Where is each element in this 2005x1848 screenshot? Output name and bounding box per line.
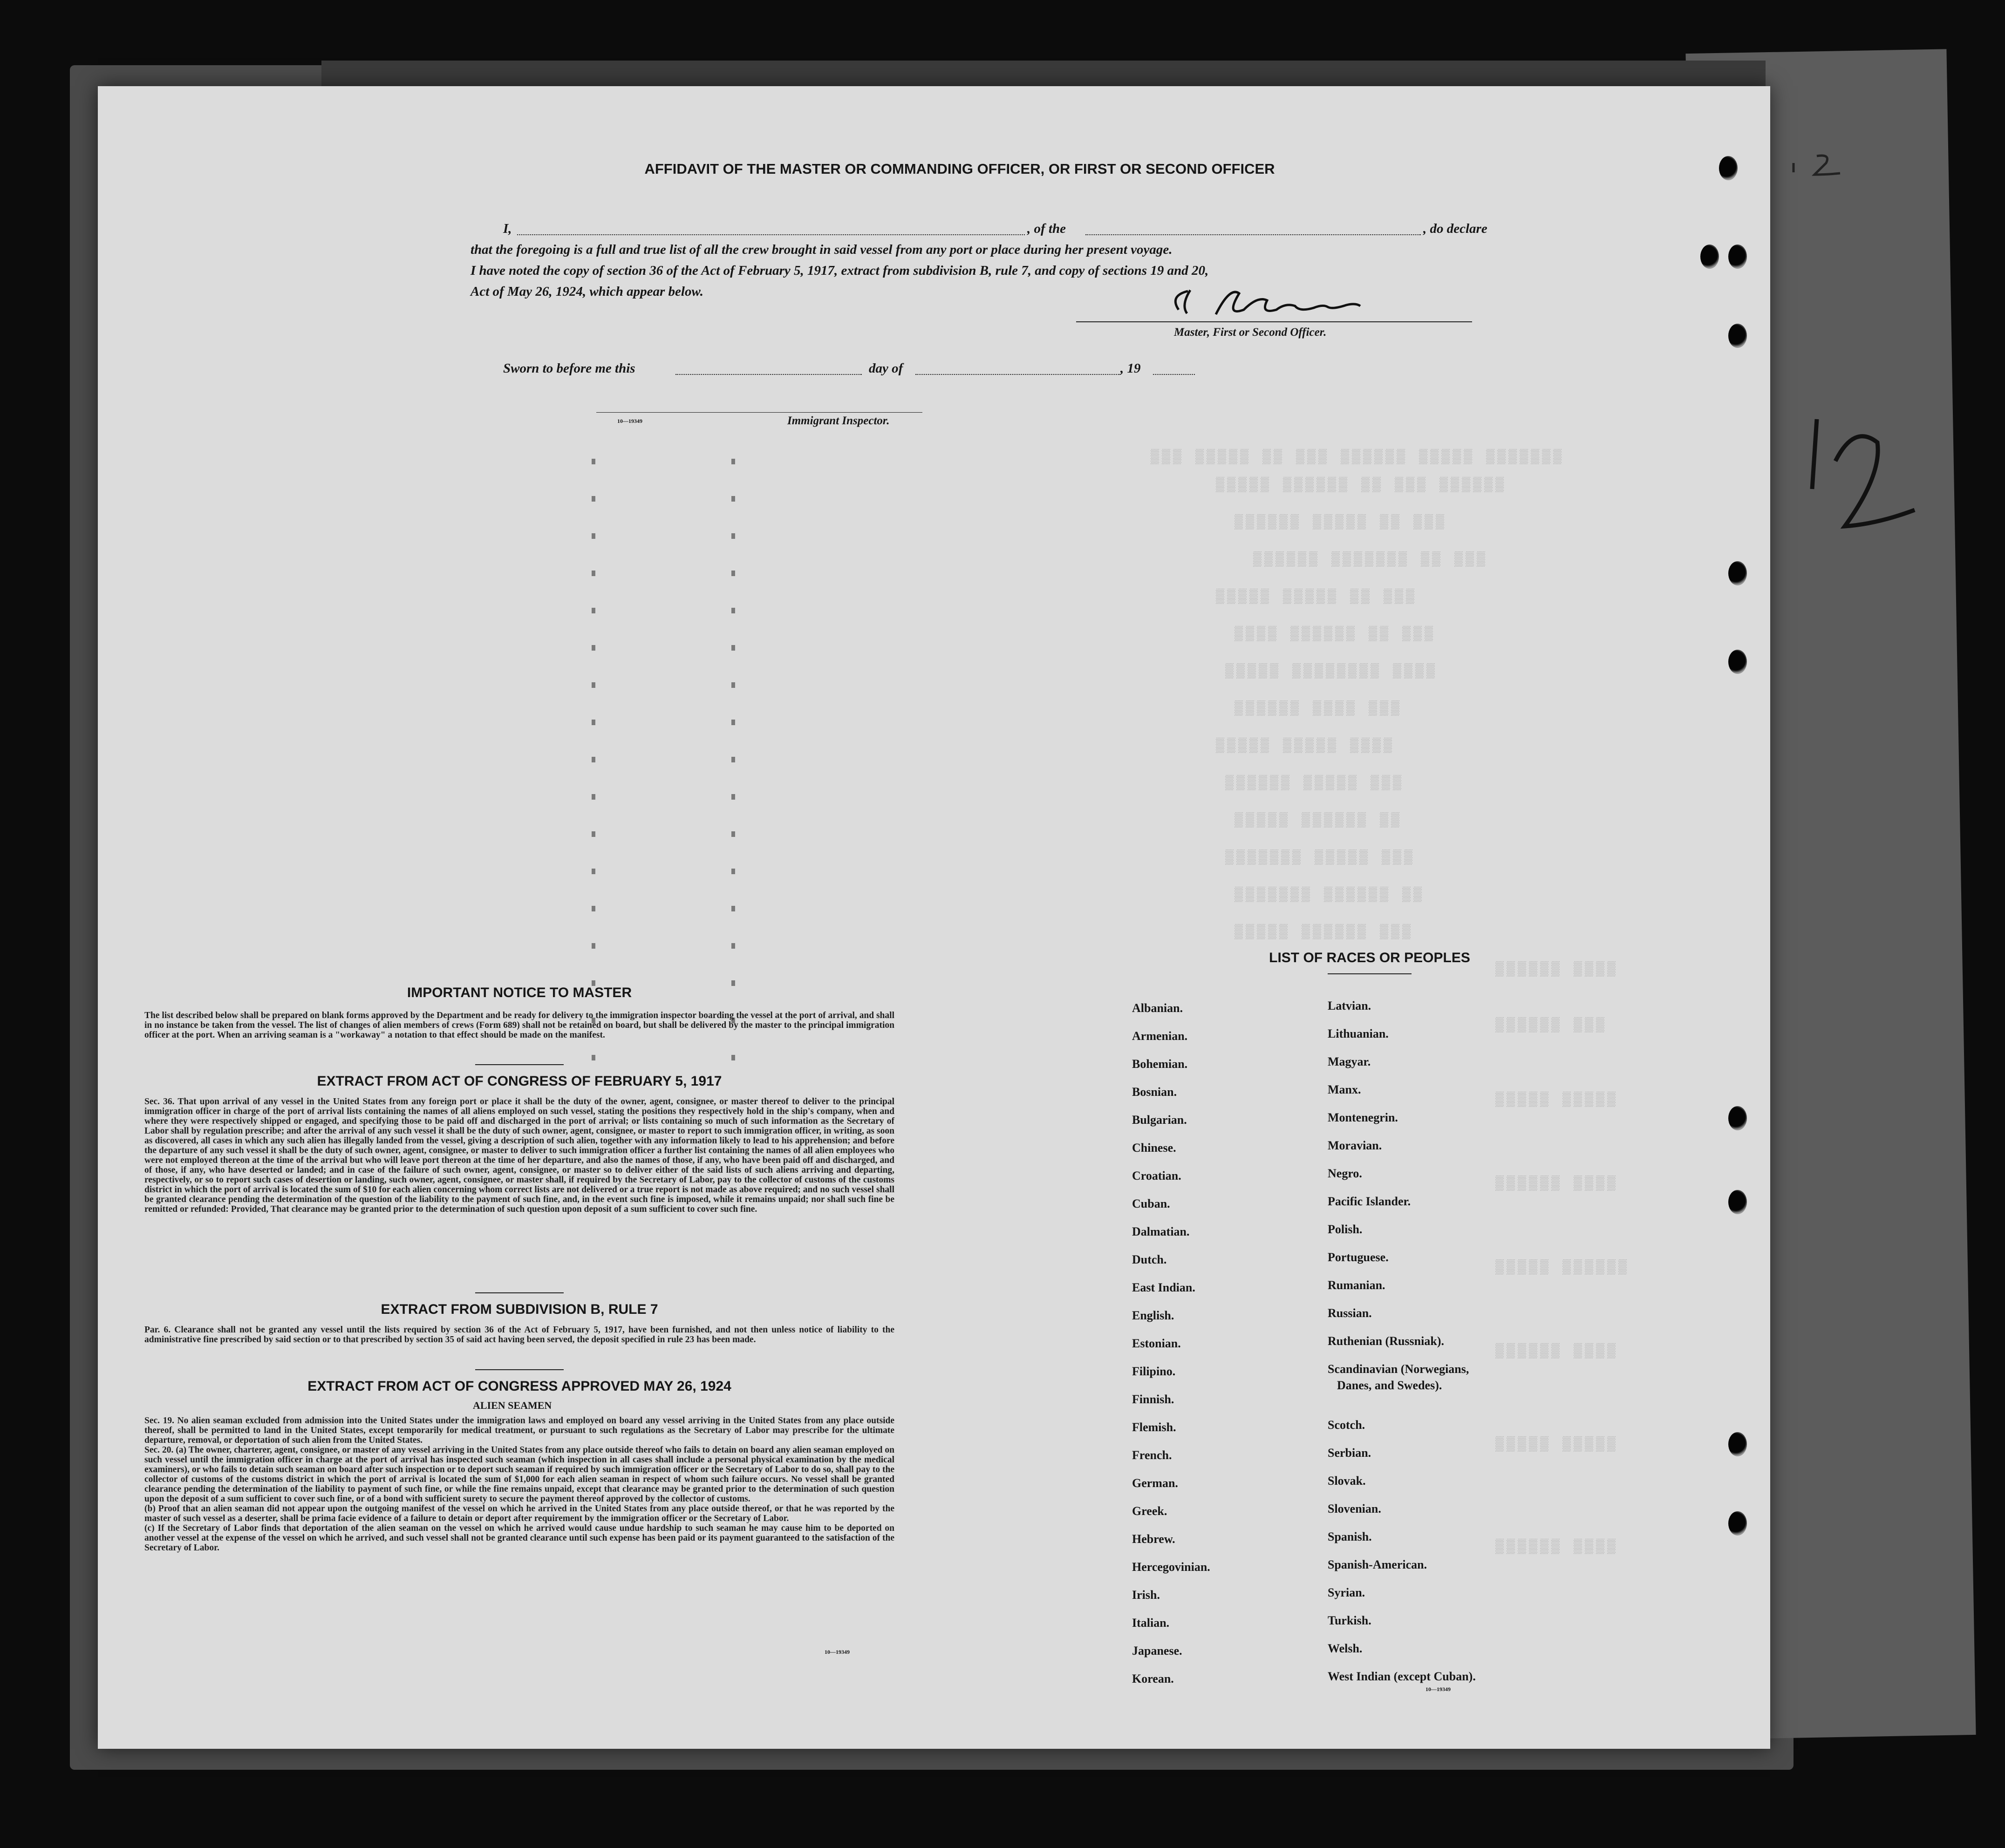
bleed-dot <box>592 682 595 688</box>
race-right-item: Lithuanian. <box>1328 1027 1389 1040</box>
sworn-month-line <box>915 374 1120 375</box>
bleed-dot <box>592 645 595 651</box>
race-left-item: Bosnian. <box>1132 1085 1177 1099</box>
punch-hole <box>1728 324 1747 348</box>
bleed-through-text: ▒▒▒▒▒▒ ▒▒▒▒ ▒▒▒ <box>1234 701 1403 717</box>
race-right-item: Serbian. <box>1328 1446 1371 1460</box>
officer-signature <box>1160 277 1449 328</box>
document-page <box>98 86 1770 1749</box>
bleed-through-text: ▒▒▒▒▒ ▒▒▒▒▒▒▒▒ ▒▒▒▒ <box>1225 664 1438 679</box>
bleed-dot <box>731 906 735 911</box>
bleed-through-text: ▒▒▒▒▒▒ ▒▒▒▒▒ ▒▒ ▒▒▒ <box>1234 515 1447 530</box>
race-left-item: Dalmatian. <box>1132 1225 1190 1238</box>
divider <box>475 1064 564 1065</box>
bleed-through-text: ▒▒▒▒▒▒▒ ▒▒▒▒▒ ▒▒▒ <box>1225 850 1416 866</box>
race-right-item: Slovak. <box>1328 1474 1366 1488</box>
bleed-dot <box>731 459 735 464</box>
bleed-dot <box>592 720 595 725</box>
race-left-item: Chinese. <box>1132 1141 1176 1155</box>
bleed-dot <box>731 1055 735 1060</box>
sworn-year-line <box>1153 374 1195 375</box>
bleed-dot <box>592 1055 595 1060</box>
bleed-dot <box>592 757 595 762</box>
race-left-item: Dutch. <box>1132 1253 1167 1266</box>
sworn-label: Sworn to before me this <box>503 361 635 376</box>
race-left-item: Korean. <box>1132 1672 1174 1685</box>
bleed-through-text: ▒▒▒▒▒ ▒▒▒▒▒▒ ▒▒ ▒▒▒ ▒▒▒▒▒▒ <box>1216 477 1507 493</box>
bleed-dot <box>731 757 735 762</box>
bleed-through-text: ▒▒▒▒▒ ▒▒▒▒▒▒ ▒▒ <box>1234 813 1403 829</box>
race-left-item: Estonian. <box>1132 1337 1181 1350</box>
bleed-through-text: ▒▒▒▒▒ ▒▒▒▒▒ ▒▒▒▒ <box>1216 738 1395 754</box>
race-left-item: Italian. <box>1132 1616 1170 1630</box>
bleed-dot <box>592 459 595 464</box>
handwritten-mark <box>1789 149 1873 182</box>
race-right-item: Scandinavian (Norwegians, <box>1328 1362 1469 1376</box>
race-left-item: Armenian. <box>1132 1029 1188 1043</box>
race-right-item: Manx. <box>1328 1083 1361 1096</box>
race-right-item: Latvian. <box>1328 999 1371 1012</box>
affidavit-line-2: that the foregoing is a full and true list of all the crew brought in said vessel from any port or place during her present voyage. <box>471 242 1173 257</box>
divider <box>475 1292 564 1293</box>
bleed-through-text: ▒▒▒ ▒▒▒▒▒ ▒▒ ▒▒▒ ▒▒▒▒▒▒ ▒▒▒▒▒ ▒▒▒▒▒▒▒ <box>1151 449 1565 465</box>
race-left-item: Bulgarian. <box>1132 1113 1187 1127</box>
bleed-dot <box>731 682 735 688</box>
bleed-dot <box>592 943 595 949</box>
rule-7-title: EXTRACT FROM SUBDIVISION B, RULE 7 <box>381 1302 658 1317</box>
bleed-dot <box>731 533 735 539</box>
form-number-footer: 10—19349 <box>825 1649 850 1655</box>
race-left-item: English. <box>1132 1309 1174 1322</box>
bleed-dot <box>731 943 735 949</box>
affidavit-title: AFFIDAVIT OF THE MASTER OR COMMANDING OFFICER, OR FIRST OR SECOND OFFICER <box>644 161 1275 177</box>
affidavit-i-label: I, <box>503 221 512 236</box>
bleed-through-text: ▒▒▒▒ ▒▒▒▒▒▒ ▒▒ ▒▒▒ <box>1234 626 1436 642</box>
handwritten-mark <box>1803 410 1924 545</box>
punch-hole <box>1728 561 1747 585</box>
races-divider <box>1328 973 1412 974</box>
bleed-dot <box>731 869 735 874</box>
bleed-through-text: ▒▒▒▒▒▒ ▒▒▒▒ <box>1495 1539 1619 1555</box>
race-left-item: Hebrew. <box>1132 1532 1175 1546</box>
signature-line <box>1076 321 1472 322</box>
race-left-item: Japanese. <box>1132 1644 1182 1658</box>
bleed-through-text: ▒▒▒▒▒ ▒▒▒▒▒▒ <box>1495 1260 1630 1276</box>
bleed-dot <box>731 980 735 986</box>
races-title: LIST OF RACES OR PEOPLES <box>1269 950 1470 965</box>
bleed-through-text: ▒▒▒▒▒▒ ▒▒▒ <box>1495 1018 1608 1033</box>
bleed-dot <box>731 608 735 613</box>
punch-hole <box>1728 1190 1747 1214</box>
race-right-item: Portuguese. <box>1328 1250 1389 1264</box>
bleed-through-text: ▒▒▒▒▒ ▒▒▒▒▒ <box>1495 1092 1619 1108</box>
bleed-through-text: ▒▒▒▒▒ ▒▒▒▒▒▒ ▒▒▒ <box>1234 924 1414 940</box>
race-left-item: Flemish. <box>1132 1420 1176 1434</box>
punch-hole <box>1728 1511 1747 1535</box>
race-left-item: Greek. <box>1132 1504 1167 1518</box>
rule-7-body: Par. 6. Clearance shall not be granted any vessel until the lists required by section 36 of the Act of February 5, 1917, have been furnished, and not then unless notice of liability to the administrative fine prescribed by said section or to that prescribed by section 35 of said act having been served, the deposit specified in rule 23 has been made. <box>144 1325 894 1345</box>
race-right-item: Slovenian. <box>1328 1502 1381 1515</box>
race-left-item: Bohemian. <box>1132 1057 1188 1071</box>
race-right-item: Spanish. <box>1328 1530 1372 1543</box>
bleed-dot <box>731 645 735 651</box>
race-right-item: Scotch. <box>1328 1418 1365 1432</box>
race-left-item: Croatian. <box>1132 1169 1181 1182</box>
punch-hole <box>1728 1106 1747 1130</box>
sworn-day-of-label: day of <box>869 361 903 376</box>
race-left-item: Irish. <box>1132 1588 1160 1602</box>
bleed-dot <box>592 533 595 539</box>
divider <box>475 1369 564 1370</box>
race-right-item: Turkish. <box>1328 1614 1371 1627</box>
affidavit-of-the-label: , of the <box>1027 221 1066 236</box>
race-right-item: Russian. <box>1328 1306 1372 1320</box>
punch-hole <box>1728 650 1747 674</box>
inspector-caption: Immigrant Inspector. <box>787 414 890 427</box>
bleed-through-text: ▒▒▒▒▒▒ ▒▒▒▒ <box>1495 1344 1619 1359</box>
extract-1917-title: EXTRACT FROM ACT OF CONGRESS OF FEBRUARY 5, 1917 <box>317 1073 722 1089</box>
race-left-item: Hercegovinian. <box>1132 1560 1210 1574</box>
bleed-dot <box>592 794 595 800</box>
notice-body: The list described below shall be prepared on blank forms approved by the Department and be ready for delivery to the immigration inspector boarding the vessel at the port of arrival, and shall in no instance be taken from the vessel. The list of changes of alien members of crews (Form 689) shall not be retained on board, but shall be delivered by the master to the principal immigration officer at the port. When an arriving seaman is a "workaway" a notation to that effect should be made on the manifest. <box>144 1011 894 1040</box>
sworn-year-label: , 19 <box>1120 361 1141 376</box>
race-left-item: Filipino. <box>1132 1365 1176 1378</box>
punch-hole <box>1728 1432 1747 1456</box>
races-form-number: 10—19349 <box>1425 1686 1451 1692</box>
affidavit-declare-label: , do declare <box>1423 221 1487 236</box>
bleed-dot <box>731 496 735 502</box>
name-blank-line <box>517 234 1025 235</box>
bleed-dot <box>592 831 595 837</box>
race-left-item: Albanian. <box>1132 1001 1183 1015</box>
bleed-through-text: ▒▒▒▒▒▒▒ ▒▒▒▒▒▒ ▒▒ <box>1234 887 1425 903</box>
bleed-through-text: ▒▒▒▒▒▒ ▒▒▒▒▒ ▒▒▒ <box>1225 775 1405 791</box>
bleed-through-text: ▒▒▒▒▒▒ ▒▒▒▒ <box>1495 1176 1619 1192</box>
notice-title: IMPORTANT NOTICE TO MASTER <box>407 985 632 1000</box>
race-right-item: Ruthenian (Russniak). <box>1328 1334 1444 1348</box>
race-right-item: Montenegrin. <box>1328 1111 1398 1124</box>
race-right-item: Polish. <box>1328 1223 1363 1236</box>
race-left-item: French. <box>1132 1448 1172 1462</box>
punch-hole <box>1728 245 1747 269</box>
bleed-dot <box>731 720 735 725</box>
race-right-item: Pacific Islander. <box>1328 1195 1411 1208</box>
bleed-dot <box>592 571 595 576</box>
race-right-item: Welsh. <box>1328 1642 1363 1655</box>
bleed-through-text: ▒▒▒▒▒▒ ▒▒▒▒▒▒▒ ▒▒ ▒▒▒ <box>1253 552 1488 568</box>
extract-1924-body: Sec. 19. No alien seaman excluded from admission into the United States under the immigration laws and employed on board any vessel arriving in the United States from any place outside thereof, shall be permitted to land in the United States, except temporarily for medical treatment, or pursuant to such regulations as the Secretary of Labor may prescribe for the ultimate departure, removal, or deportation of such alien from the United States. Sec. 20. (a) The owner, charterer, agent, consignee, or master of any vessel arriving in the United States from any place outside thereof who fails to detain on board any alien seaman employed on such vessel until the immigration officer in charge at the port of arrival has inspected such seaman (which inspection in all cases shall include a personal physical examination by the medical examiners), or who fails to detain such seaman on board after such inspection or to deport such seaman if required by such immigration officer or the Secretary of Labor to do so, shall pay to the collector of customs of the customs district in which the port of arrival is located the sum of $1,000 for each alien seaman in respect of whom such failure occurs. No vessel shall be granted clearance pending the determination of the liability to payment of such fine, or while the fine remains unpaid, except that clearance may be granted prior to the determination of such question upon the deposit of a sum sufficient to cover such fine, or of a bond with sufficient surety to secure the payment thereof approved by the collector of customs. (b) Proof that an alien seaman did not appear upon the outgoing manifest of the vessel on which he arrived in the United States from any place outside thereof, or that he was reported by the master of such vessel as a deserter, shall be prima facie evidence of a failure to detain or deport after requirement by the immigration officer or the Secretary of Labor. (c) If the Secretary of Labor finds that deportation of the alien seaman on the vessel on which he arrived would cause undue hardship to such seaman he may cause him to be deported on another vessel at the expense of the vessel on which he arrived, and such vessel shall not be granted clearance until such expense has been paid or its payment guaranteed to the satisfaction of the Secretary of Labor. <box>144 1416 894 1553</box>
punch-hole <box>1700 245 1719 269</box>
bleed-dot <box>731 571 735 576</box>
race-left-item: East Indian. <box>1132 1281 1195 1294</box>
race-right-item: Spanish-American. <box>1328 1558 1427 1571</box>
form-number: 10—19349 <box>617 418 642 424</box>
extract-1924-title: EXTRACT FROM ACT OF CONGRESS APPROVED MAY 26, 1924 <box>307 1379 731 1394</box>
race-right-item: Magyar. <box>1328 1055 1371 1068</box>
race-right-item: Moravian. <box>1328 1139 1382 1152</box>
sworn-day-line <box>675 374 862 375</box>
extract-1917-body: Sec. 36. That upon arrival of any vessel in the United States from any foreign port or place it shall be the duty of the owner, agent, consignee, or master thereof to deliver to the principal immigration officer in charge of the port of arrival lists containing the names of all aliens employed on such vessel, stating the positions they respectively hold in the ship's company, when and where they were respectively shipped or engaged, and specifying those to be paid off and discharged in the port of arrival; or lists containing so much of such information as the Secretary of Labor shall by regulation prescribe; and after the arrival of any such vessel it shall be the duty of such owner, agent, consignee, or master to report to such immigration officer, in writing, as soon as discovered, all cases in which any such alien has illegally landed from the vessel, giving a description of such alien, together with any information likely to lead to his apprehension; and before the departure of any such vessel it shall be the duty of such owner, agent, consignee, or master to deliver to such immigration officer a further list containing the names of all alien employees who were not employed thereon at the time of the arrival but who will leave port thereon at the time of her departure, and also the names of those, if any, who have been paid off and discharged, and of those, if any, who have deserted or landed; and in case of the failure of such owner, agent, consignee, or master so to deliver either of the said lists of such aliens arriving and departing, respectively, or so to report such cases of desertion or landing, such owner, agent, consignee, or master shall, if required by the Secretary of Labor, pay to the collector of customs of the customs district in which the port of arrival is located the sum of $10 for each alien concerning whom correct lists are not delivered or a true report is not made as above required; and no such vessel shall be granted clearance pending the determination of the question of the liability to the payment of such fine, and, in the event such fine is imposed, while it remains unpaid; nor shall such fine be remitted or refunded: Provided, That clearance may be granted prior to the determination of such question upon deposit of a sum sufficient to cover such fine. <box>144 1097 894 1214</box>
race-right-item: Syrian. <box>1328 1586 1365 1599</box>
race-right-item: West Indian (except Cuban). <box>1328 1670 1476 1683</box>
race-right-item: Rumanian. <box>1328 1278 1385 1292</box>
bleed-dot <box>592 608 595 613</box>
bleed-dot <box>592 906 595 911</box>
punch-hole <box>1719 156 1738 180</box>
affidavit-line-3: I have noted the copy of section 36 of the Act of February 5, 1917, extract from subdivision B, rule 7, and copy of sections 19 and 20, <box>471 263 1209 278</box>
bleed-dot <box>592 496 595 502</box>
affidavit-line-4: Act of May 26, 1924, which appear below. <box>471 284 703 299</box>
race-left-item: Finnish. <box>1132 1393 1174 1406</box>
alien-seamen-subtitle: ALIEN SEAMEN <box>473 1400 552 1411</box>
inspector-signature-line <box>596 412 922 413</box>
bleed-through-text: ▒▒▒▒▒ ▒▒▒▒▒ <box>1495 1437 1619 1453</box>
bleed-dot <box>731 831 735 837</box>
race-left-item: Cuban. <box>1132 1197 1170 1210</box>
race-left-item: German. <box>1132 1476 1178 1490</box>
bleed-dot <box>592 869 595 874</box>
bleed-through-text: ▒▒▒▒▒▒ ▒▒▒▒ <box>1495 962 1619 978</box>
vessel-blank-line <box>1085 234 1421 235</box>
race-right-item: Negro. <box>1328 1167 1362 1180</box>
bleed-through-text: ▒▒▒▒▒ ▒▒▒▒▒ ▒▒ ▒▒▒ <box>1216 589 1418 605</box>
bleed-dot <box>731 794 735 800</box>
signature-caption: Master, First or Second Officer. <box>1174 326 1327 339</box>
race-right-item: Danes, and Swedes). <box>1337 1379 1442 1392</box>
